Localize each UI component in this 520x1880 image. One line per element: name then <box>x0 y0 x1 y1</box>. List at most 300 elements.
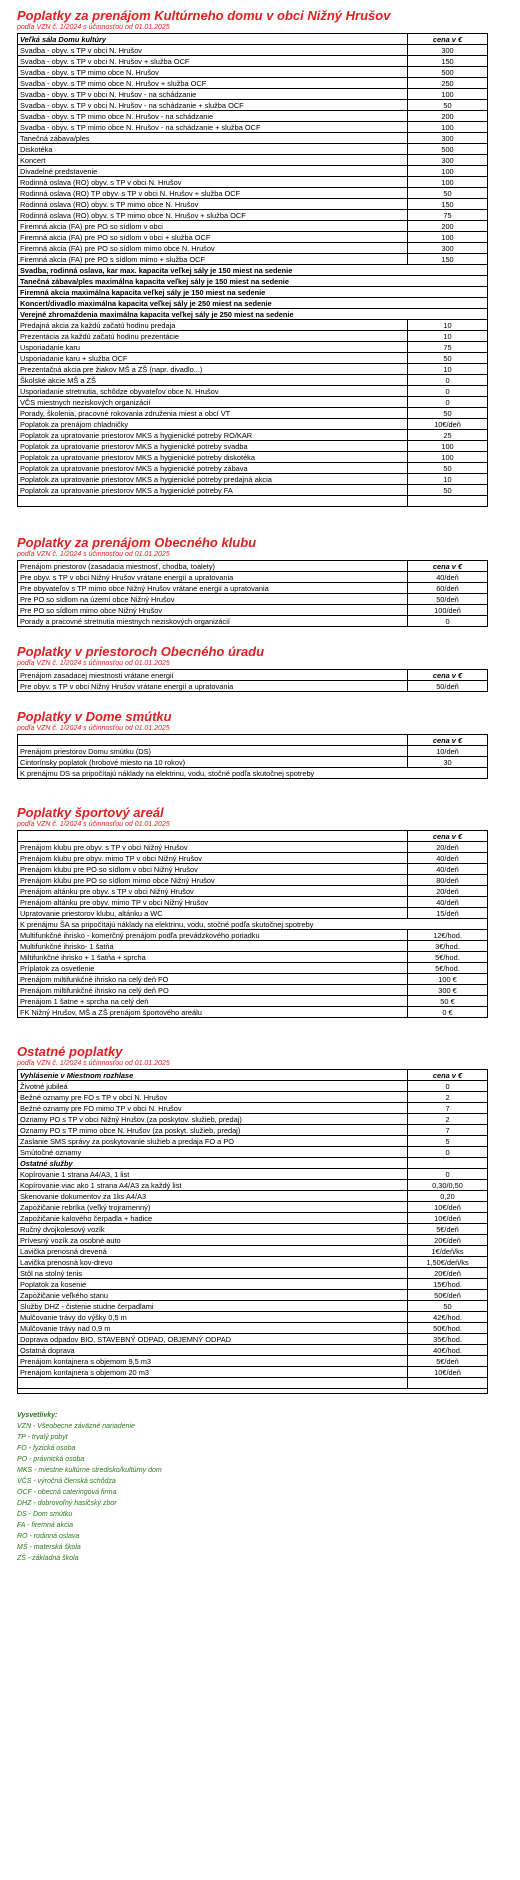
fee-item-label: Poplatok za upratovanie priestorov MKS a hygienické potreby RO/KAR <box>18 430 408 441</box>
table-header-row <box>18 735 488 746</box>
fee-item-label: Bežné oznamy pre FO mimo TP v obci N. Hrušov <box>18 1103 408 1114</box>
fee-item-label: Prenájom miltifunkčné ihrisko na celý deň FO <box>18 974 408 985</box>
fee-item-price: 40/deň <box>408 864 488 875</box>
fee-item-label: Svadba - obyv. s TP mimo obce N. Hrušov - na schádzanie + služba OCF <box>18 122 408 133</box>
table-row <box>18 897 488 908</box>
fee-item-price: 40/deň <box>408 572 488 583</box>
fee-item-label: Divadelné predstavenie <box>18 166 408 177</box>
empty-cell <box>18 1378 408 1389</box>
section-title: Poplatky v Dome smútku <box>17 709 172 724</box>
fee-item-price: 0 <box>408 397 488 408</box>
fee-item-price: 3€/hod. <box>408 941 488 952</box>
fee-item-price: 300 <box>408 133 488 144</box>
fee-item-label: Prezentácia za každú začatú hodinu prezentácie <box>18 331 408 342</box>
table-row <box>18 853 488 864</box>
header-label: Vyhlásenie v Miestnom rozhlase <box>18 1070 408 1081</box>
fee-item-price: 200 <box>408 111 488 122</box>
table-row <box>18 1191 488 1202</box>
fee-item-label: Rodinná oslava (RO) obyv. s TP v obci N. Hrušov <box>18 177 408 188</box>
fee-item-label: Firemná akcia (FA) pre PO so sídlom v obci <box>18 221 408 232</box>
fee-item-price: 10/deň <box>408 746 488 757</box>
fee-item-price: 500 <box>408 144 488 155</box>
table-row <box>18 572 488 583</box>
empty-cell <box>18 1389 488 1394</box>
table-row <box>18 1301 488 1312</box>
fee-item-label: Lavička prenosná drevená <box>18 1246 408 1257</box>
fee-item-label: Poplatok za prenájom chladničky <box>18 419 408 430</box>
table-empty-row <box>18 1389 488 1394</box>
table-row <box>18 1007 488 1018</box>
table-row <box>18 1334 488 1345</box>
capacity-note: Tanečná zábava/ples maximálna kapacita veľkej sály je 150 miest na sedenie <box>18 276 488 287</box>
fee-item-price: 10 <box>408 320 488 331</box>
table-row <box>18 397 488 408</box>
fee-item-price: 10 <box>408 474 488 485</box>
legend-item: OCF - obecná cateringová firma <box>17 1489 117 1496</box>
fee-item-label: Prenájom kontajnera s objemom 9,5 m3 <box>18 1356 408 1367</box>
table-note: K prenájmu ŠA sa pripočítajú náklady na elektrinu, vodu, stočné podľa skutočnej spotreby <box>18 919 488 930</box>
fee-table-dom-smutku <box>17 734 488 779</box>
fee-item-price: 35€/hod. <box>408 1334 488 1345</box>
table-header-row <box>18 34 488 45</box>
legend-item: MKS - miestne kultúrne stredisko/kultúrny dom <box>17 1467 162 1474</box>
table-row <box>18 996 488 1007</box>
table-row <box>18 875 488 886</box>
section-title: Poplatky športový areál <box>17 805 164 820</box>
empty-cell <box>408 496 488 507</box>
table-row <box>18 842 488 853</box>
table-row <box>18 210 488 221</box>
legend-item: FO - fyzická osoba <box>17 1445 76 1452</box>
capacity-note: Koncert/divadlo maximálna kapacita veľkej sály je 250 miest na sedenie <box>18 298 488 309</box>
fee-item-price: 100 <box>408 89 488 100</box>
header-price: cena v € <box>408 34 488 45</box>
capacity-note: Verejné zhromaždenia maximálna kapacita veľkej sály je 250 miest na sedenie <box>18 309 488 320</box>
table-row <box>18 100 488 111</box>
fee-item-label: Svadba - obyv. s TP mimo obce N. Hrušov - na schádzanie <box>18 111 408 122</box>
section-subtitle: podľa VZN č. 1/2024 s účinnosťou od 01.01.2025 <box>17 551 170 558</box>
fee-item-label: Pre PO so sídlom mimo obce Nižný Hrušov <box>18 605 408 616</box>
fee-item-label: Predajná akcia za každú začatú hodinu predaja <box>18 320 408 331</box>
fee-item-label: Prenájom klubu pre PO so sídlom mimo obce Nižný Hrušov <box>18 875 408 886</box>
fee-item-label: Rodinná oslava (RO) TP obyv. s TP v obci N. Hrušov + služba OCF <box>18 188 408 199</box>
fee-item-price: 5€/deň <box>408 1224 488 1235</box>
table-header-row <box>18 561 488 572</box>
legend-item: VZN - Všeobecne záväzné nariadenie <box>17 1423 135 1430</box>
table-row <box>18 232 488 243</box>
table-row <box>18 1081 488 1092</box>
fee-item-label: Pre obyv. s TP v obci Nižný Hrušov vrátane energií a upratovania <box>18 681 408 692</box>
legend-item: DS - Dom smútku <box>17 1511 73 1518</box>
table-row <box>18 605 488 616</box>
fee-item-label: VČS miestnych neziskových organizácií <box>18 397 408 408</box>
fee-item-label: Svadba - obyv. s TP mimo obce N. Hrušov + služba OCF <box>18 78 408 89</box>
table-row <box>18 1114 488 1125</box>
table-row <box>18 45 488 56</box>
legend-item: DHZ - dobrovoľný hasičský zbor <box>17 1500 117 1507</box>
table-row <box>18 419 488 430</box>
legend-item: PO - právnická osoba <box>17 1456 85 1463</box>
fee-item-price: 100 <box>408 452 488 463</box>
table-empty-row <box>18 1378 488 1389</box>
table-row <box>18 1367 488 1378</box>
section-dom-smutku <box>17 709 520 779</box>
table-row <box>18 616 488 627</box>
fee-item-label: Prenájom 1 šatne + sprcha na celý deň <box>18 996 408 1007</box>
fee-item-label: Lavička prenosná kov-drevo <box>18 1257 408 1268</box>
fee-item-label: Rodinná oslava (RO) obyv. s TP mimo obce N. Hrušov <box>18 199 408 210</box>
table-row <box>18 1246 488 1257</box>
section-ostatne-poplatky <box>17 1044 520 1394</box>
fee-item-price: 50/deň <box>408 594 488 605</box>
fee-item-price: 150 <box>408 254 488 265</box>
table-row <box>18 1180 488 1191</box>
fee-item-price: 20€/deň <box>408 1235 488 1246</box>
fee-item-price: 300 € <box>408 985 488 996</box>
empty-cell <box>18 496 408 507</box>
fee-item-price: 2 <box>408 1092 488 1103</box>
table-row <box>18 1290 488 1301</box>
fee-item-price: 0 <box>408 1081 488 1092</box>
table-row <box>18 1279 488 1290</box>
fee-item-price: 75 <box>408 210 488 221</box>
legend-item: ZŠ - základná škola <box>17 1555 79 1562</box>
fee-item-label: Pre obyv. s TP v obci Nižný Hrušov vrátane energií a upratovania <box>18 572 408 583</box>
fee-item-label: Cintorínsky poplatok (hrobové miesto na 10 rokov) <box>18 757 408 768</box>
header-label: Prenájom zasadacej miestnosti vrátane energií <box>18 670 408 681</box>
fee-item-label: Zaslanie SMS správy za poskytovanie služieb a predaja FO a PO <box>18 1136 408 1147</box>
fee-item-label: Životné jubileá <box>18 1081 408 1092</box>
fee-item-price: 500 <box>408 67 488 78</box>
fee-item-price: 300 <box>408 243 488 254</box>
table-row <box>18 386 488 397</box>
section-title: Ostatné poplatky <box>17 1044 123 1059</box>
table-row <box>18 199 488 210</box>
legend-item: VČS - výročná členská schôdza <box>17 1478 116 1485</box>
fee-item-label: Prezentačná akcia pre žiakov MŠ a ZŠ (napr. divadlo...) <box>18 364 408 375</box>
header-label <box>18 831 408 842</box>
fee-item-price: 40/deň <box>408 853 488 864</box>
table-row <box>18 243 488 254</box>
fee-item-label: Oznamy PO s TP mimo obce N. Hrušov (za poskyt. služieb, predaj) <box>18 1125 408 1136</box>
table-row <box>18 1125 488 1136</box>
header-price: cena v € <box>408 1070 488 1081</box>
fee-item-price: 2 <box>408 1114 488 1125</box>
fee-item-label: Usporiadanie stretnutia, schôdze obyvateľov obce N. Hrušov <box>18 386 408 397</box>
fee-item-label: Porady, školenia, pracovné rokovania združenia miest a obcí VT <box>18 408 408 419</box>
legend <box>17 1410 520 1564</box>
fee-item-label: Ručný dvojkolesový vozík <box>18 1224 408 1235</box>
fee-item-price: 42€/hod. <box>408 1312 488 1323</box>
fee-item-price: 0 <box>408 1169 488 1180</box>
table-row <box>18 1268 488 1279</box>
table-row <box>18 441 488 452</box>
fee-item-price: 7 <box>408 1125 488 1136</box>
table-row <box>18 1224 488 1235</box>
table-header-row <box>18 1070 488 1081</box>
fee-item-price: 75 <box>408 342 488 353</box>
table-row <box>18 89 488 100</box>
table-row <box>18 67 488 78</box>
table-row <box>18 952 488 963</box>
subheader-price <box>408 1158 488 1169</box>
fee-item-price: 50 € <box>408 996 488 1007</box>
section-title: Poplatky za prenájom Obecného klubu <box>17 535 257 550</box>
fee-item-price: 0 <box>408 386 488 397</box>
capacity-note-row <box>18 298 488 309</box>
fee-item-price: 1€/deň/ks <box>408 1246 488 1257</box>
fee-item-label: Poplatok za kosenie <box>18 1279 408 1290</box>
table-row <box>18 681 488 692</box>
fee-item-label: Usporiadanie karu <box>18 342 408 353</box>
table-row <box>18 746 488 757</box>
fee-item-label: Pre PO so sídlom na území obce Nižný Hrušov <box>18 594 408 605</box>
fee-item-price: 5€/deň <box>408 1356 488 1367</box>
section-title: Poplatky v priestoroch Obecného úradu <box>17 644 265 659</box>
table-row <box>18 985 488 996</box>
fee-item-label: Príplatok za osvetlenie <box>18 963 408 974</box>
table-row <box>18 56 488 67</box>
fee-item-label: Poplatok za upratovanie priestorov MKS a hygienické potreby FA <box>18 485 408 496</box>
table-note-row <box>18 919 488 930</box>
fee-item-label: Multifunkčné ihrisko - komerčný prenájom podľa prevádzkového poriadku <box>18 930 408 941</box>
legend-item: TP - trvalý pobyt <box>17 1434 68 1441</box>
subheader-label: Ostatné služby <box>18 1158 408 1169</box>
fee-item-price: 5€/hod. <box>408 952 488 963</box>
fee-item-price: 50 <box>408 100 488 111</box>
table-row <box>18 364 488 375</box>
fee-item-price: 20/deň <box>408 842 488 853</box>
fee-item-label: Mulčovanie trávy nad 0,9 m <box>18 1323 408 1334</box>
table-row <box>18 122 488 133</box>
fee-item-label: Zapožičanie kalového čerpadla + hadice <box>18 1213 408 1224</box>
fee-item-price: 50€/deň <box>408 1290 488 1301</box>
fee-item-label: Stôl na stolný tenis <box>18 1268 408 1279</box>
table-row <box>18 485 488 496</box>
table-row <box>18 221 488 232</box>
table-row <box>18 930 488 941</box>
fee-item-price: 300 <box>408 45 488 56</box>
fee-item-label: Prenájom klubu pre obyv. mimo TP v obci Nižný Hrušov <box>18 853 408 864</box>
fee-item-label: Mulčovanie trávy do výšky 0,5 m <box>18 1312 408 1323</box>
table-row <box>18 1345 488 1356</box>
section-obecny-klub <box>17 535 520 627</box>
table-header-row <box>18 670 488 681</box>
fee-item-price: 10 <box>408 364 488 375</box>
fee-table-obecny-klub <box>17 560 488 627</box>
section-subtitle: podľa VZN č. 1/2024 s účinnosťou od 01.01.2025 <box>17 660 170 667</box>
table-row <box>18 886 488 897</box>
fee-item-price: 15€/hod. <box>408 1279 488 1290</box>
table-row <box>18 1323 488 1334</box>
fee-item-label: Tanečná zábava/ples <box>18 133 408 144</box>
table-row <box>18 1169 488 1180</box>
fee-item-label: Prenájom miltifunkčné ihrisko na celý deň PO <box>18 985 408 996</box>
table-row <box>18 941 488 952</box>
fee-item-price: 1,50€/deň/ks <box>408 1257 488 1268</box>
fee-item-label: Poplatok za upratovanie priestorov MKS a hygienické potreby svadba <box>18 441 408 452</box>
table-row <box>18 331 488 342</box>
fee-item-price: 0 <box>408 375 488 386</box>
fee-item-label: Smútočné oznamy <box>18 1147 408 1158</box>
fee-item-price: 60/deň <box>408 583 488 594</box>
table-row <box>18 375 488 386</box>
fee-item-price: 0,30/0,50 <box>408 1180 488 1191</box>
fee-item-price: 250 <box>408 78 488 89</box>
table-row <box>18 1202 488 1213</box>
fee-item-price: 5 <box>408 1136 488 1147</box>
legend-title: Vysvetlivky: <box>17 1412 58 1419</box>
fee-item-label: Zapožičanie rebríka (veľký trojramenný) <box>18 1202 408 1213</box>
fee-item-price: 50 <box>408 1301 488 1312</box>
fee-item-price: 25 <box>408 430 488 441</box>
fee-item-price: 5€/hod. <box>408 963 488 974</box>
table-row <box>18 1092 488 1103</box>
fee-item-price: 50 <box>408 188 488 199</box>
fee-item-label: Svadba - obyv. s TP v obci N. Hrušov <box>18 45 408 56</box>
fee-item-label: Koncert <box>18 155 408 166</box>
fee-item-price: 40/deň <box>408 897 488 908</box>
capacity-note-row <box>18 287 488 298</box>
fee-item-label: Zapožičanie veľkého stanu <box>18 1290 408 1301</box>
fee-table-obecny-urad <box>17 669 488 692</box>
capacity-note: Svadba, rodinná oslava, kar max. kapacita veľkej sály je 150 miest na sedenie <box>18 265 488 276</box>
table-row <box>18 342 488 353</box>
fee-item-label: Upratovanie priestorov klubu, altánku a WC <box>18 908 408 919</box>
fee-item-label: Firemná akcia (FA) pre PO s sídlom mimo + služba OCF <box>18 254 408 265</box>
section-kulturny-dom <box>17 8 520 507</box>
section-subtitle: podľa VZN č. 1/2024 s účinnosťou od 01.01.2025 <box>17 24 170 31</box>
table-row <box>18 1312 488 1323</box>
table-row <box>18 1356 488 1367</box>
table-row <box>18 974 488 985</box>
fee-item-label: Ostatná doprava <box>18 1345 408 1356</box>
fee-item-price: 0,20 <box>408 1191 488 1202</box>
fee-item-price: 50/deň <box>408 681 488 692</box>
table-row <box>18 864 488 875</box>
table-row <box>18 1147 488 1158</box>
table-note: K prenájmu DS sa pripočítajú náklady na elektrinu, vodu, stočné podľa skutočnej spotreby <box>18 768 488 779</box>
fee-item-label: Poplatok za upratovanie priestorov MKS a hygienické potreby predajná akcia <box>18 474 408 485</box>
fee-item-price: 100 <box>408 177 488 188</box>
fee-item-price: 15/deň <box>408 908 488 919</box>
table-row <box>18 757 488 768</box>
fee-item-label: Prenájom klubu pre PO so sídlom v obci Nižný Hrušov <box>18 864 408 875</box>
table-row <box>18 474 488 485</box>
fee-item-price: 50 <box>408 485 488 496</box>
fee-item-label: Školské akcie MŠ a ZŠ <box>18 375 408 386</box>
fee-item-price: 200 <box>408 221 488 232</box>
fee-item-price: 20€/deň <box>408 1268 488 1279</box>
fee-table-kulturny-dom <box>17 33 488 507</box>
fee-item-price: 50 <box>408 408 488 419</box>
fee-item-label: Bežné oznamy pre FO s TP v obci N. Hrušov <box>18 1092 408 1103</box>
fee-item-label: Multifunkčné ihrisko- 1 šatňa <box>18 941 408 952</box>
fee-item-label: Svadba - obyv. s TP mimo obce N. Hrušov <box>18 67 408 78</box>
header-price: cena v € <box>408 735 488 746</box>
fee-item-price: 10€/deň <box>408 419 488 430</box>
fee-item-label: Prenájom klubu pre obyv. s TP v obci Nižný Hrušov <box>18 842 408 853</box>
table-subheader-row <box>18 1158 488 1169</box>
table-row <box>18 1213 488 1224</box>
table-row <box>18 963 488 974</box>
capacity-note-row <box>18 309 488 320</box>
section-sportovy-areal <box>17 805 520 1018</box>
fee-item-price: 30 <box>408 757 488 768</box>
fee-item-label: Miltifunkčné ihrisko + 1 šatňa + sprcha <box>18 952 408 963</box>
table-row <box>18 430 488 441</box>
fee-item-label: Prenájom altánku pre obyv. s TP v obci Nižný Hrušov <box>18 886 408 897</box>
section-title: Poplatky za prenájom Kultúrneho domu v obci Nižný Hrušov <box>17 8 391 23</box>
capacity-note-row <box>18 265 488 276</box>
table-row <box>18 320 488 331</box>
fee-item-label: Skenovanie dokumentov za 1ks A4/A3 <box>18 1191 408 1202</box>
fee-item-label: Firemná akcia (FA) pre PO so sídlom mimo obce N. Hrušov <box>18 243 408 254</box>
table-row <box>18 1103 488 1114</box>
fee-item-price: 300 <box>408 155 488 166</box>
legend-item: RO - rodinná oslava <box>17 1533 80 1540</box>
table-row <box>18 188 488 199</box>
table-row <box>18 463 488 474</box>
header-price: cena v € <box>408 670 488 681</box>
fee-item-price: 50€/hod. <box>408 1323 488 1334</box>
fee-item-price: 10€/deň <box>408 1202 488 1213</box>
fee-item-label: Usporiadanie karu + služba OCF <box>18 353 408 364</box>
section-subtitle: podľa VZN č. 1/2024 s účinnosťou od 01.01.2025 <box>17 1060 170 1067</box>
fee-item-price: 0 <box>408 1147 488 1158</box>
fee-item-price: 7 <box>408 1103 488 1114</box>
legend-item: FA - firemná akcia <box>17 1522 74 1529</box>
legend-items <box>17 1421 520 1564</box>
fee-item-label: Diskotéka <box>18 144 408 155</box>
table-row <box>18 408 488 419</box>
table-row <box>18 133 488 144</box>
legend-item: MŠ - materská škola <box>17 1544 81 1551</box>
table-row <box>18 254 488 265</box>
fee-item-price: 10 <box>408 331 488 342</box>
table-row <box>18 111 488 122</box>
fee-item-price: 20/deň <box>408 886 488 897</box>
fee-item-label: Svadba - obyv. s TP v obci N. Hrušov - na schádzanie + služba OCF <box>18 100 408 111</box>
fee-item-price: 100 <box>408 122 488 133</box>
table-row <box>18 583 488 594</box>
fee-item-label: Prenájom priestorov Domu smútku (DS) <box>18 746 408 757</box>
header-label <box>18 735 408 746</box>
capacity-note: Firemná akcia maximálna kapacita veľkej sály je 150 miest na sedenie <box>18 287 488 298</box>
table-row <box>18 144 488 155</box>
fee-item-label: Kopírovanie 1 strana A4/A3, 1 list <box>18 1169 408 1180</box>
table-row <box>18 78 488 89</box>
fee-item-label: Poplatok za upratovanie priestorov MKS a hygienické potreby zábava <box>18 463 408 474</box>
fee-item-label: Svadba - obyv. s TP v obci N. Hrušov + služba OCF <box>18 56 408 67</box>
fee-item-label: Rodinná oslava (RO) obyv. s TP mimo obce N. Hrušov + služba OCF <box>18 210 408 221</box>
table-row <box>18 452 488 463</box>
table-row <box>18 166 488 177</box>
fee-item-price: 150 <box>408 199 488 210</box>
fee-item-label: Prenájom kontajnera s objemom 20 m3 <box>18 1367 408 1378</box>
table-note-row <box>18 768 488 779</box>
header-price: cena v € <box>408 561 488 572</box>
section-subtitle: podľa VZN č. 1/2024 s účinnosťou od 01.01.2025 <box>17 725 170 732</box>
fee-item-price: 100 <box>408 232 488 243</box>
fee-item-label: Prívesný vozík za osobné auto <box>18 1235 408 1246</box>
fee-table-sportovy-areal <box>17 830 488 1018</box>
table-row <box>18 594 488 605</box>
fee-item-label: Oznamy PO s TP v obci Nižný Hrušov (za poskytov. služieb, predaj) <box>18 1114 408 1125</box>
fee-item-label: Poplatok za upratovanie priestorov MKS a hygienické potreby diskotéka <box>18 452 408 463</box>
table-empty-row <box>18 496 488 507</box>
table-row <box>18 1235 488 1246</box>
